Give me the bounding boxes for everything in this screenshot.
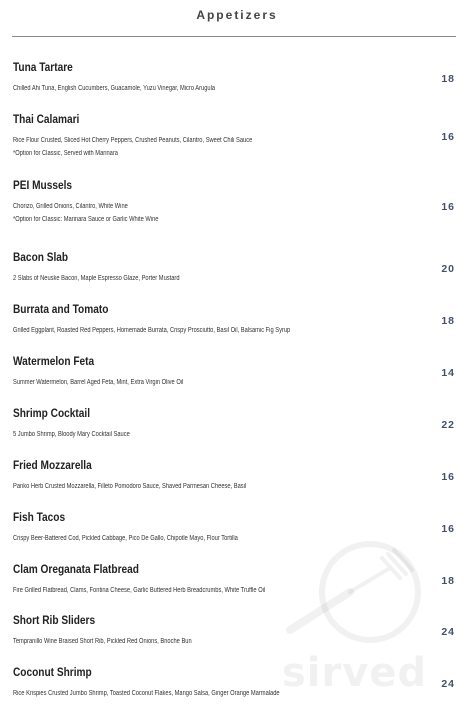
item-name: Shrimp Cocktail xyxy=(13,408,91,420)
item-note: *Option for Classic: Marinara Sauce or Garlic White Wine xyxy=(13,216,159,223)
item-price: 16 xyxy=(441,131,455,143)
item-price: 18 xyxy=(441,73,455,85)
item-name: Fish Tacos xyxy=(13,512,66,524)
item-name: PEI Mussels xyxy=(13,180,73,192)
item-price: 18 xyxy=(441,315,455,327)
item-price: 24 xyxy=(441,678,455,690)
item-price: 22 xyxy=(441,419,455,431)
item-description: 5 Jumbo Shrimp, Bloody Mary Cocktail Sauce xyxy=(13,431,130,438)
item-description: Rice Flour Crusted, Sliced Hot Cherry Peppers, Crushed Peanuts, Cilantro, Sweet Chili Sauce xyxy=(13,137,253,144)
item-description: Tempranillo Wine Braised Short Rib, Pickled Red Onions, Brioche Bun xyxy=(13,638,192,645)
item-price: 16 xyxy=(441,523,455,535)
item-description: Fire Grilled Flatbread, Clams, Fontina Cheese, Garlic Buttered Herb Breadcrumbs, White Truffle Oil xyxy=(13,587,266,594)
item-name: Coconut Shrimp xyxy=(13,667,92,679)
item-description: Grilled Eggplant, Roasted Red Peppers, Homemade Burrata, Crispy Prosciutto, Basil Oil, Balsamic Fig Syrup xyxy=(13,327,291,334)
item-name: Bacon Slab xyxy=(13,252,69,264)
item-price: 24 xyxy=(441,626,455,638)
fork-knife-icon xyxy=(270,530,460,650)
item-description: Chilled Ahi Tuna, English Cucumbers, Guacamole, Yuzu Vinegar, Micro Arugula xyxy=(13,85,216,92)
item-name: Tuna Tartare xyxy=(13,62,73,74)
item-price: 16 xyxy=(441,471,455,483)
item-price: 18 xyxy=(441,575,455,587)
item-name: Watermelon Feta xyxy=(13,356,95,368)
item-name: Fried Mozzarella xyxy=(13,460,92,472)
item-price: 16 xyxy=(441,201,455,213)
item-name: Clam Oreganata Flatbread xyxy=(13,564,139,576)
item-price: 14 xyxy=(441,367,455,379)
item-price: 20 xyxy=(441,263,455,275)
item-name: Short Rib Sliders xyxy=(13,615,96,627)
sirved-watermark xyxy=(270,530,460,710)
item-description: Rice Krispies Crusted Jumbo Shrimp, Toasted Coconut Flakes, Mango Salsa, Ginger Orange Marmalade xyxy=(13,690,280,697)
item-description: Crispy Beer-Battered Cod, Pickled Cabbage, Pico De Gallo, Chipotle Mayo, Flour Tortilla xyxy=(13,535,238,542)
item-description: Summer Watermelon, Barrel Aged Feta, Mint, Extra Virgin Olive Oil xyxy=(13,379,184,386)
item-description: 2 Slabs of Neuske Bacon, Maple Espresso Glaze, Porter Mustard xyxy=(13,275,180,282)
item-description: Chorizo, Grilled Onions, Cilantro, White Wine xyxy=(13,203,128,210)
menu-section-title: Appetizers xyxy=(196,8,278,22)
item-name: Burrata and Tomato xyxy=(13,304,109,316)
watermark-text: sirved xyxy=(282,650,428,696)
title-divider xyxy=(12,36,456,37)
item-description: Panko Herb Crusted Mozzarella, Filleto Pomodoro Sauce, Shaved Parmesan Cheese, Basil xyxy=(13,483,247,490)
item-note: *Option for Classic, Served with Marinara xyxy=(13,150,118,157)
item-name: Thai Calamari xyxy=(13,114,80,126)
